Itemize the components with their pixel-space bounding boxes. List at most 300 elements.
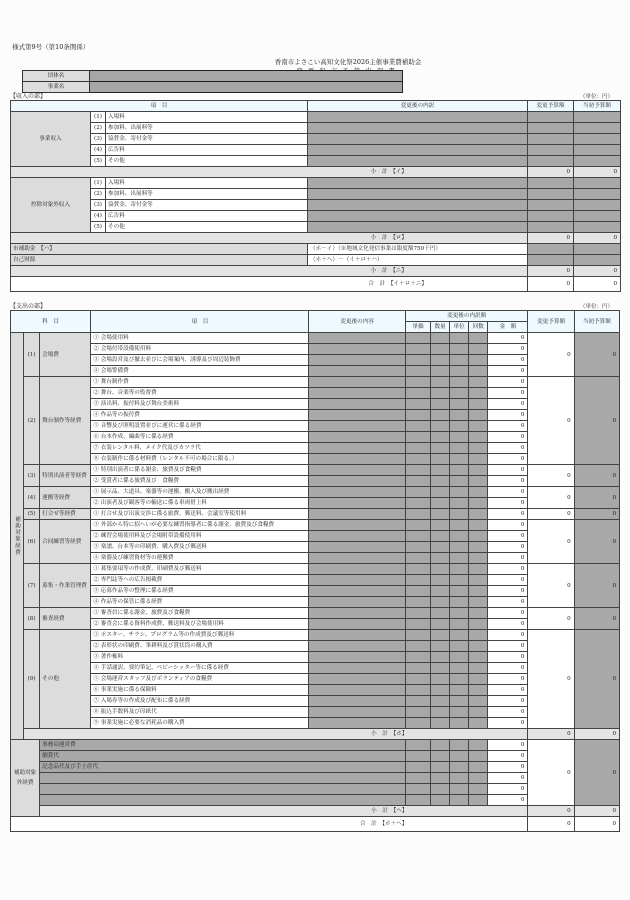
unit-field[interactable]	[450, 388, 469, 399]
quantity-field[interactable]	[431, 531, 450, 542]
quantity-field[interactable]	[431, 663, 450, 674]
expense-group-label: 舞台制作等経費	[40, 377, 91, 465]
expense-row-item: ⑤ 音響及び照明設置並びに運営に係る経費	[91, 421, 309, 432]
unit-field[interactable]	[450, 454, 469, 465]
income-detail-field[interactable]	[308, 200, 528, 211]
quantity-field[interactable]	[431, 443, 450, 454]
unit-field[interactable]	[450, 740, 469, 751]
unit-field[interactable]	[450, 619, 469, 630]
quantity-field[interactable]	[431, 707, 450, 718]
times-field[interactable]	[469, 718, 488, 729]
unit-field[interactable]	[450, 553, 469, 564]
expense-content-field[interactable]	[309, 498, 405, 509]
quantity-field[interactable]	[431, 520, 450, 531]
expense-row-item: ③ 会場設営及び撤去並びに会場案内、誘導及び周辺装飾費	[91, 355, 309, 366]
income-changed-field[interactable]	[528, 211, 574, 222]
quantity-field[interactable]	[431, 333, 450, 344]
times-field[interactable]	[469, 344, 488, 355]
unit-price-field[interactable]	[405, 740, 430, 751]
income-initial-field[interactable]	[574, 200, 621, 211]
unit-price-field[interactable]	[405, 718, 430, 729]
income-initial-field[interactable]	[574, 112, 621, 123]
expense-row-amount: 0	[488, 542, 528, 553]
expense-row-item: ④ 作品等の保管に係る経費	[91, 597, 309, 608]
expense-content-field[interactable]	[309, 344, 405, 355]
expense-row-item: ① 会場使用料	[91, 333, 309, 344]
times-field[interactable]	[469, 619, 488, 630]
unit-price-field[interactable]	[405, 652, 430, 663]
income-changed-field[interactable]	[528, 145, 574, 156]
expense-content-field[interactable]	[309, 685, 405, 696]
expense-group-initial-field[interactable]: 0	[574, 520, 619, 564]
expense-group-initial-field[interactable]: 0	[574, 564, 619, 608]
expense-content-field[interactable]	[309, 531, 405, 542]
ineligible-row-item[interactable]: 記念品代及び手土産代	[40, 762, 406, 773]
times-field[interactable]	[469, 575, 488, 586]
times-field[interactable]	[469, 740, 488, 751]
unit-price-field[interactable]	[405, 531, 430, 542]
unit-field[interactable]	[450, 674, 469, 685]
unit-field[interactable]	[450, 784, 469, 795]
unit-price-field[interactable]	[405, 344, 430, 355]
subsidy-initial-field[interactable]	[574, 244, 621, 255]
unit-price-field[interactable]	[405, 564, 430, 575]
unit-field[interactable]	[450, 344, 469, 355]
income-detail-field[interactable]	[308, 211, 528, 222]
income-initial-field[interactable]	[574, 211, 621, 222]
quantity-field[interactable]	[431, 465, 450, 476]
unit-field[interactable]	[450, 399, 469, 410]
unit-price-field[interactable]	[405, 465, 430, 476]
unit-field[interactable]	[450, 542, 469, 553]
times-field[interactable]	[469, 564, 488, 575]
unit-price-field[interactable]	[405, 388, 430, 399]
unit-field[interactable]	[450, 509, 469, 520]
unit-field[interactable]	[450, 520, 469, 531]
income-initial-field[interactable]	[574, 134, 621, 145]
quantity-field[interactable]	[431, 388, 450, 399]
income-detail-field[interactable]	[308, 156, 528, 167]
expense-row-amount: 0	[488, 432, 528, 443]
quantity-field[interactable]	[431, 718, 450, 729]
quantity-field[interactable]	[431, 498, 450, 509]
unit-price-field[interactable]	[405, 762, 430, 773]
expense-content-field[interactable]	[309, 575, 405, 586]
expense-row-item: ④ 会場警備費	[91, 366, 309, 377]
income-changed-field[interactable]	[528, 134, 574, 145]
expense-content-field[interactable]	[309, 509, 405, 520]
unit-price-field[interactable]	[405, 421, 430, 432]
unit-field[interactable]	[450, 597, 469, 608]
quantity-field[interactable]	[431, 432, 450, 443]
own-funds-note: （ホ＋ヘ）－（イ＋ロ＋ハ）	[308, 255, 528, 266]
expense-content-field[interactable]	[309, 454, 405, 465]
quantity-field[interactable]	[431, 454, 450, 465]
unit-price-field[interactable]	[405, 674, 430, 685]
expense-table	[10, 310, 620, 832]
expense-content-field[interactable]	[309, 553, 405, 564]
unit-field[interactable]	[450, 773, 469, 784]
income-changed-field[interactable]	[528, 156, 574, 167]
times-field[interactable]	[469, 773, 488, 784]
expense-content-field[interactable]	[309, 377, 405, 388]
quantity-field[interactable]	[431, 641, 450, 652]
times-field[interactable]	[469, 432, 488, 443]
unit-field[interactable]	[450, 564, 469, 575]
header-times: 回数	[469, 322, 488, 333]
income-detail-field[interactable]	[308, 123, 528, 134]
income-detail-field[interactable]	[308, 222, 528, 233]
unit-field[interactable]	[450, 641, 469, 652]
unit-field[interactable]	[450, 751, 469, 762]
quantity-field[interactable]	[431, 575, 450, 586]
expense-subtotal-e-changed: 0	[528, 729, 574, 740]
expense-group-initial-field[interactable]: 0	[574, 333, 619, 377]
subsidy-changed-field[interactable]	[528, 244, 574, 255]
unit-price-field[interactable]	[405, 542, 430, 553]
expense-content-field[interactable]	[309, 597, 405, 608]
ineligible-row-item[interactable]	[40, 773, 406, 784]
times-field[interactable]	[469, 652, 488, 663]
times-field[interactable]	[469, 487, 488, 498]
expense-content-field[interactable]	[309, 487, 405, 498]
expense-content-field[interactable]	[309, 432, 405, 443]
group-name-field[interactable]	[90, 71, 403, 82]
quantity-field[interactable]	[431, 696, 450, 707]
unit-field[interactable]	[450, 685, 469, 696]
income-initial-field[interactable]	[574, 222, 621, 233]
times-field[interactable]	[469, 399, 488, 410]
unit-field[interactable]	[450, 410, 469, 421]
unit-price-field[interactable]	[405, 696, 430, 707]
ineligible-row-amount: 0	[488, 740, 528, 751]
expense-row-amount: 0	[488, 586, 528, 597]
quantity-field[interactable]	[431, 674, 450, 685]
ineligible-initial-field[interactable]: 0	[574, 740, 619, 806]
unit-price-field[interactable]	[405, 366, 430, 377]
ineligible-row-item[interactable]	[40, 795, 406, 806]
project-name-field[interactable]	[90, 82, 403, 93]
unit-field[interactable]	[450, 663, 469, 674]
expense-content-field[interactable]	[309, 564, 405, 575]
expense-content-field[interactable]	[309, 718, 405, 729]
expense-group-initial-field[interactable]: 0	[574, 509, 619, 520]
unit-field[interactable]	[450, 333, 469, 344]
unit-price-field[interactable]	[405, 509, 430, 520]
unit-price-field[interactable]	[405, 707, 430, 718]
unit-price-field[interactable]	[405, 795, 430, 806]
unit-price-field[interactable]	[405, 553, 430, 564]
income-detail-field[interactable]	[308, 112, 528, 123]
expense-content-field[interactable]	[309, 652, 405, 663]
unit-price-field[interactable]	[405, 619, 430, 630]
expense-group-changed: 0	[528, 630, 574, 729]
expense-group-changed: 0	[528, 564, 574, 608]
times-field[interactable]	[469, 663, 488, 674]
expense-content-field[interactable]	[309, 586, 405, 597]
income-initial-field[interactable]	[574, 189, 621, 200]
quantity-field[interactable]	[431, 553, 450, 564]
own-changed-field[interactable]	[528, 255, 574, 266]
times-field[interactable]	[469, 784, 488, 795]
unit-field[interactable]	[450, 476, 469, 487]
unit-price-field[interactable]	[405, 784, 430, 795]
ineligible-row-item[interactable]: 事務局運営費	[40, 740, 406, 751]
expense-subtotal-f-changed: 0	[528, 806, 574, 817]
expense-group-initial-field[interactable]: 0	[574, 630, 619, 729]
unit-field[interactable]	[450, 443, 469, 454]
income-initial-field[interactable]	[574, 145, 621, 156]
expense-content-field[interactable]	[309, 641, 405, 652]
expense-row-item: ⑤ 会場運営スタッフ及びボランティアの食糧費	[91, 674, 309, 685]
unit-price-field[interactable]	[405, 575, 430, 586]
quantity-field[interactable]	[431, 487, 450, 498]
income-initial-field[interactable]	[574, 178, 621, 189]
income-detail-field[interactable]	[308, 189, 528, 200]
times-field[interactable]	[469, 443, 488, 454]
times-field[interactable]	[469, 597, 488, 608]
expense-row-item: ① ポスター、チラシ、プログラム等の作成費及び郵送料	[91, 630, 309, 641]
unit-price-field[interactable]	[405, 586, 430, 597]
quantity-field[interactable]	[431, 366, 450, 377]
expense-group-initial-field[interactable]: 0	[574, 377, 619, 465]
expense-content-field[interactable]	[309, 707, 405, 718]
income-detail-field[interactable]	[308, 145, 528, 156]
ineligible-row-item[interactable]	[40, 784, 406, 795]
times-field[interactable]	[469, 366, 488, 377]
unit-field[interactable]	[450, 465, 469, 476]
unit-price-field[interactable]	[405, 608, 430, 619]
expense-group-initial-field[interactable]: 0	[574, 465, 619, 487]
unit-price-field[interactable]	[405, 487, 430, 498]
expense-row-item: ① 審査員に係る謝金、旅費及び食糧費	[91, 608, 309, 619]
unit-field[interactable]	[450, 355, 469, 366]
unit-field[interactable]	[450, 498, 469, 509]
expense-content-field[interactable]	[309, 443, 405, 454]
quantity-field[interactable]	[431, 685, 450, 696]
times-field[interactable]	[469, 630, 488, 641]
expense-header-initial: 当初予算額	[574, 311, 619, 333]
expense-row-amount: 0	[488, 476, 528, 487]
quantity-field[interactable]	[431, 795, 450, 806]
income-row-item: その他	[106, 222, 308, 233]
quantity-field[interactable]	[431, 652, 450, 663]
unit-price-field[interactable]	[405, 641, 430, 652]
income-changed-field[interactable]	[528, 112, 574, 123]
times-field[interactable]	[469, 509, 488, 520]
unit-field[interactable]	[450, 718, 469, 729]
expense-row-amount: 0	[488, 707, 528, 718]
expense-content-field[interactable]	[309, 388, 405, 399]
unit-price-field[interactable]	[405, 520, 430, 531]
expense-content-field[interactable]	[309, 355, 405, 366]
unit-price-field[interactable]	[405, 663, 430, 674]
quantity-field[interactable]	[431, 476, 450, 487]
unit-price-field[interactable]	[405, 355, 430, 366]
expense-content-field[interactable]	[309, 619, 405, 630]
unit-price-field[interactable]	[405, 476, 430, 487]
times-field[interactable]	[469, 762, 488, 773]
unit-price-field[interactable]	[405, 751, 430, 762]
unit-price-field[interactable]	[405, 630, 430, 641]
income-initial-field[interactable]	[574, 156, 621, 167]
income-changed-field[interactable]	[528, 200, 574, 211]
times-field[interactable]	[469, 465, 488, 476]
quantity-field[interactable]	[431, 344, 450, 355]
quantity-field[interactable]	[431, 608, 450, 619]
expense-content-field[interactable]	[309, 674, 405, 685]
quantity-field[interactable]	[431, 630, 450, 641]
unit-field[interactable]	[450, 531, 469, 542]
times-field[interactable]	[469, 421, 488, 432]
expense-content-field[interactable]	[309, 630, 405, 641]
unit-price-field[interactable]	[405, 685, 430, 696]
unit-field[interactable]	[450, 487, 469, 498]
unit-field[interactable]	[450, 608, 469, 619]
quantity-field[interactable]	[431, 619, 450, 630]
unit-price-field[interactable]	[405, 399, 430, 410]
expense-header-content: 変更後の内容	[309, 311, 405, 333]
unit-field[interactable]	[450, 707, 469, 718]
own-funds-label: 自己財源	[11, 255, 308, 266]
expense-group-label: 会場費	[40, 333, 91, 377]
income-changed-field[interactable]	[528, 222, 574, 233]
times-field[interactable]	[469, 674, 488, 685]
times-field[interactable]	[469, 498, 488, 509]
expense-total-initial: 0	[574, 817, 619, 832]
expense-content-field[interactable]	[309, 333, 405, 344]
income-initial-field[interactable]	[574, 123, 621, 134]
expense-content-field[interactable]	[309, 663, 405, 674]
times-field[interactable]	[469, 454, 488, 465]
unit-field[interactable]	[450, 432, 469, 443]
quantity-field[interactable]	[431, 751, 450, 762]
quantity-field[interactable]	[431, 399, 450, 410]
expense-row-amount: 0	[488, 454, 528, 465]
quantity-field[interactable]	[431, 597, 450, 608]
times-field[interactable]	[469, 377, 488, 388]
expense-group-number: (1)	[24, 333, 40, 377]
times-field[interactable]	[469, 355, 488, 366]
unit-price-field[interactable]	[405, 773, 430, 784]
form-number: 様式第9号（第10条関係）	[12, 43, 90, 51]
times-field[interactable]	[469, 410, 488, 421]
ineligible-row-item[interactable]: 劇賞代	[40, 751, 406, 762]
income-changed-field[interactable]	[528, 178, 574, 189]
times-field[interactable]	[469, 388, 488, 399]
expense-content-field[interactable]	[309, 366, 405, 377]
subsidy-note: （ホ－イ）（※地域文化発信事業は限度額750千円）	[308, 244, 528, 255]
expense-row-item: ① 外部から特に招へいが必要な練習指導者に係る謝金、旅費及び食糧費	[91, 520, 309, 531]
income-changed-field[interactable]	[528, 189, 574, 200]
quantity-field[interactable]	[431, 355, 450, 366]
quantity-field[interactable]	[431, 784, 450, 795]
unit-field[interactable]	[450, 575, 469, 586]
unit-field[interactable]	[450, 630, 469, 641]
times-field[interactable]	[469, 586, 488, 597]
income-detail-field[interactable]	[308, 178, 528, 189]
income-section-label: 【収入の部】	[10, 93, 47, 100]
expense-group-label: 募集・作業管理費	[40, 564, 91, 608]
unit-price-field[interactable]	[405, 410, 430, 421]
times-field[interactable]	[469, 553, 488, 564]
expense-content-field[interactable]	[309, 520, 405, 531]
quantity-field[interactable]	[431, 377, 450, 388]
unit-field[interactable]	[450, 795, 469, 806]
unit-price-field[interactable]	[405, 498, 430, 509]
times-field[interactable]	[469, 641, 488, 652]
times-field[interactable]	[469, 795, 488, 806]
expense-content-field[interactable]	[309, 465, 405, 476]
unit-price-field[interactable]	[405, 333, 430, 344]
unit-price-field[interactable]	[405, 597, 430, 608]
unit-field[interactable]	[450, 696, 469, 707]
expense-content-field[interactable]	[309, 476, 405, 487]
income-detail-field[interactable]	[308, 134, 528, 145]
expense-content-field[interactable]	[309, 421, 405, 432]
quantity-field[interactable]	[431, 564, 450, 575]
unit-field[interactable]	[450, 652, 469, 663]
expense-content-field[interactable]	[309, 399, 405, 410]
expense-content-field[interactable]	[309, 696, 405, 707]
quantity-field[interactable]	[431, 773, 450, 784]
unit-price-field[interactable]	[405, 377, 430, 388]
times-field[interactable]	[469, 333, 488, 344]
times-field[interactable]	[469, 531, 488, 542]
unit-field[interactable]	[450, 377, 469, 388]
expense-group-label: 審査経費	[40, 608, 91, 630]
quantity-field[interactable]	[431, 410, 450, 421]
expense-group-initial-field[interactable]: 0	[574, 487, 619, 509]
quantity-field[interactable]	[431, 509, 450, 520]
unit-field[interactable]	[450, 586, 469, 597]
times-field[interactable]	[469, 696, 488, 707]
unit-field[interactable]	[450, 762, 469, 773]
unit-price-field[interactable]	[405, 454, 430, 465]
times-field[interactable]	[469, 520, 488, 531]
quantity-field[interactable]	[431, 542, 450, 553]
expense-row-item: ⑧ 振込手数料及び印紙代	[91, 707, 309, 718]
expense-row-item: ⑥ 台本作成、編曲等に係る経費	[91, 432, 309, 443]
quantity-field[interactable]	[431, 421, 450, 432]
times-field[interactable]	[469, 707, 488, 718]
own-initial-field[interactable]	[574, 255, 621, 266]
income-subtotal-label: 小 計 【ロ】	[11, 233, 528, 244]
unit-field[interactable]	[450, 366, 469, 377]
expense-row-amount: 0	[488, 696, 528, 707]
times-field[interactable]	[469, 542, 488, 553]
quantity-field[interactable]	[431, 762, 450, 773]
income-changed-field[interactable]	[528, 123, 574, 134]
times-field[interactable]	[469, 751, 488, 762]
quantity-field[interactable]	[431, 740, 450, 751]
quantity-field[interactable]	[431, 586, 450, 597]
times-field[interactable]	[469, 608, 488, 619]
expense-row-item: ② 練習会場使用料及び会場附帯設備使用料	[91, 531, 309, 542]
expense-content-field[interactable]	[309, 542, 405, 553]
expense-content-field[interactable]	[309, 410, 405, 421]
expense-row-item: ⑧ 衣装制作に係る材料費（レンタル不可の場合に限る。）	[91, 454, 309, 465]
expense-group-initial-field[interactable]: 0	[574, 608, 619, 630]
times-field[interactable]	[469, 685, 488, 696]
unit-field[interactable]	[450, 421, 469, 432]
unit-price-field[interactable]	[405, 443, 430, 454]
unit-price-field[interactable]	[405, 432, 430, 443]
times-field[interactable]	[469, 476, 488, 487]
expense-content-field[interactable]	[309, 608, 405, 619]
expense-group-number: (6)	[24, 520, 40, 564]
income-row-item: 広告料	[106, 211, 308, 222]
